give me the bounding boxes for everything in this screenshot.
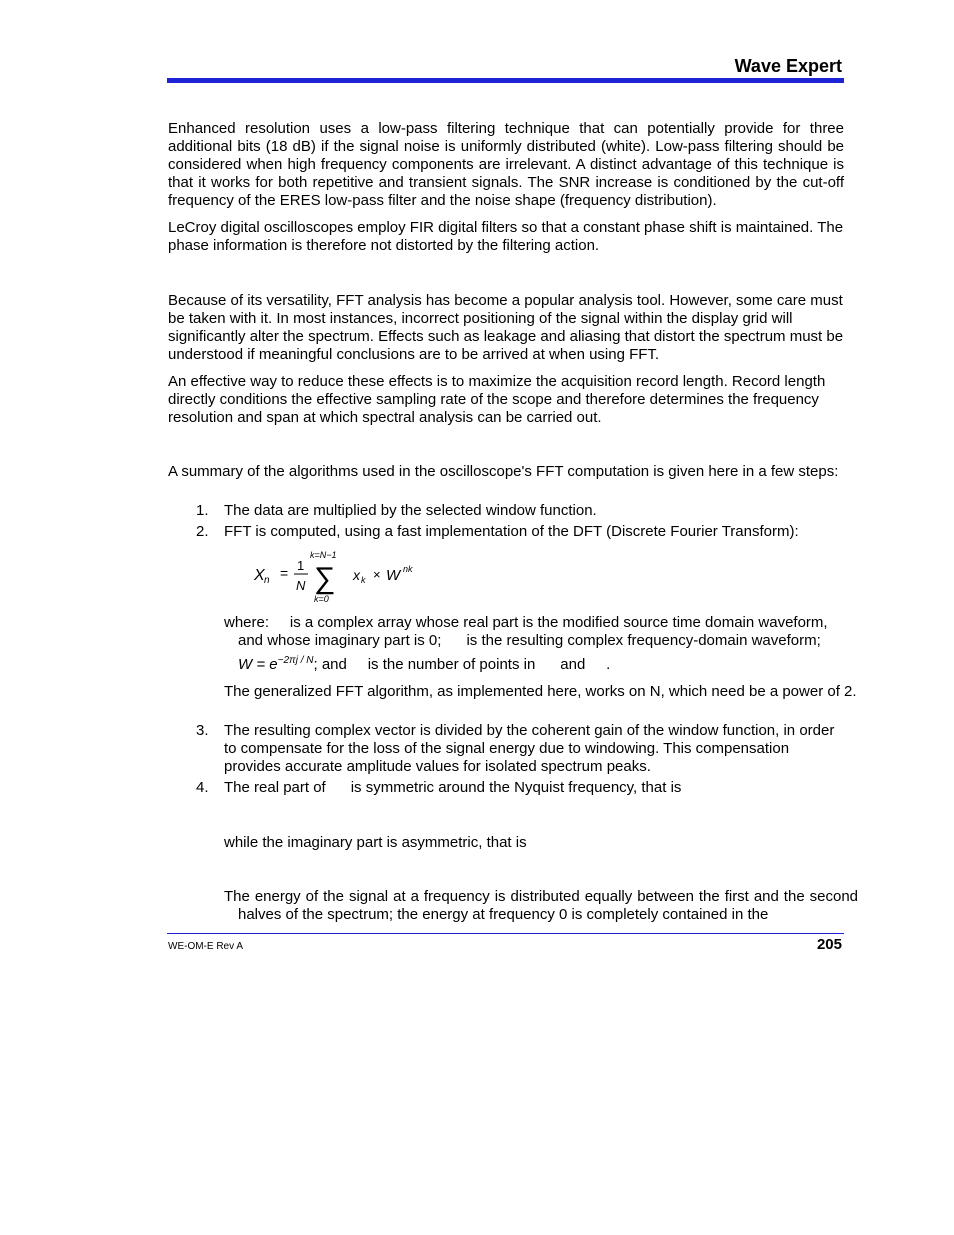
formula-n: N <box>296 578 306 593</box>
step-2-text: FFT is computed, using a fast implementation of the DFT (Discrete Fourier Transform): <box>224 523 799 540</box>
where-line-3-rest: ; and is the number of points in and . <box>313 656 611 673</box>
step-3-number: 3. <box>196 722 209 739</box>
generalized-paragraph: The generalized FFT algorithm, as implemented here, works on N, which need be a power of 2. <box>224 683 857 700</box>
step-4-number: 4. <box>196 779 209 796</box>
w-formula-exp: −2πj / N <box>277 655 314 666</box>
paragraph-fir: LeCroy digital oscilloscopes employ FIR digital filters so that a constant phase shift is maintained. The phase information is therefore not distorted by the filtering action. <box>168 219 844 254</box>
footer-doc-id: WE-OM-E Rev A <box>168 941 244 952</box>
formula-w: W <box>386 567 401 584</box>
formula-one: 1 <box>297 558 305 573</box>
imaginary-part-text: while the imaginary part is asymmetric, that is <box>224 834 527 851</box>
step-2-number: 2. <box>196 523 209 540</box>
header-rule <box>167 78 844 83</box>
paragraph-summary: A summary of the algorithms used in the oscilloscope's FFT computation is given here in a few steps: <box>168 463 839 480</box>
paragraph-fft-versatility: Because of its versatility, FFT analysis has become a popular analysis tool. However, some care must be taken with it. In most instances, incorrect positioning of the signal within the display grid will significantly alter the spectrum. Effects such as leakage and aliasing that distort the spectrum must be understood if meaningful conclusions are to be arrived at when using FFT. <box>168 292 844 363</box>
step-1-number: 1. <box>196 502 209 519</box>
header-title: Wave Expert <box>734 56 842 76</box>
formula-sum-upper: k=N−1 <box>310 550 337 560</box>
formula-sum-lower: k=0 <box>314 594 329 604</box>
paragraph-eres: Enhanced resolution uses a low-pass filtering technique that can potentially provide for three additional bits (18 dB) if the signal noise is uniformly distributed (white). Low-pass filtering should be considered when high frequency components are irrelevant. A distinct advantage of this technique is that it works for both repetitive and transient signals. The SNR increase is conditioned by the cut-off frequency of the ERES low-pass filter and the noise shape (frequency distribution). <box>168 120 844 209</box>
formula-sigma: ∑ <box>314 562 336 595</box>
step-3-text: The resulting complex vector is divided by the coherent gain of the window function, in order to compensate for the loss of the signal energy due to windowing. This compensation provides accurate amplitude values for isolated spectrum peaks. <box>224 722 835 775</box>
where-line-2: and whose imaginary part is 0; is the resulting complex frequency-domain waveform; <box>238 632 821 649</box>
w-formula: W = e <box>238 656 278 673</box>
paragraph-record-length: An effective way to reduce these effects is to maximize the acquisition record length. Record length directly conditions the effective sampling rate of the scope and therefore determines the frequency resolution and span at which spectral analysis can be carried out. <box>168 373 826 426</box>
footer-rule <box>167 933 844 934</box>
formula-xk: x <box>353 567 360 583</box>
dft-formula <box>252 550 452 606</box>
formula-x: X <box>254 567 265 584</box>
formula-xk-sub: k <box>361 575 366 585</box>
formula-equals: = <box>280 565 289 581</box>
step-1-text: The data are multiplied by the selected window function. <box>224 502 597 519</box>
step-4-text: The real part of is symmetric around the Nyquist frequency, that is <box>224 779 682 796</box>
where-line-3 <box>238 652 844 674</box>
formula-times: × <box>373 567 381 582</box>
page-number: 205 <box>816 936 842 953</box>
energy-paragraph: The energy of the signal at a frequency is distributed equally between the first and the second halves of the spectrum; the energy at frequency 0 is completely contained in the <box>224 888 858 923</box>
where-line-1: where: is a complex array whose real part is the modified source time domain waveform, <box>224 614 828 631</box>
formula-w-exp: nk <box>403 564 413 574</box>
formula-x-sub: n <box>264 575 270 586</box>
